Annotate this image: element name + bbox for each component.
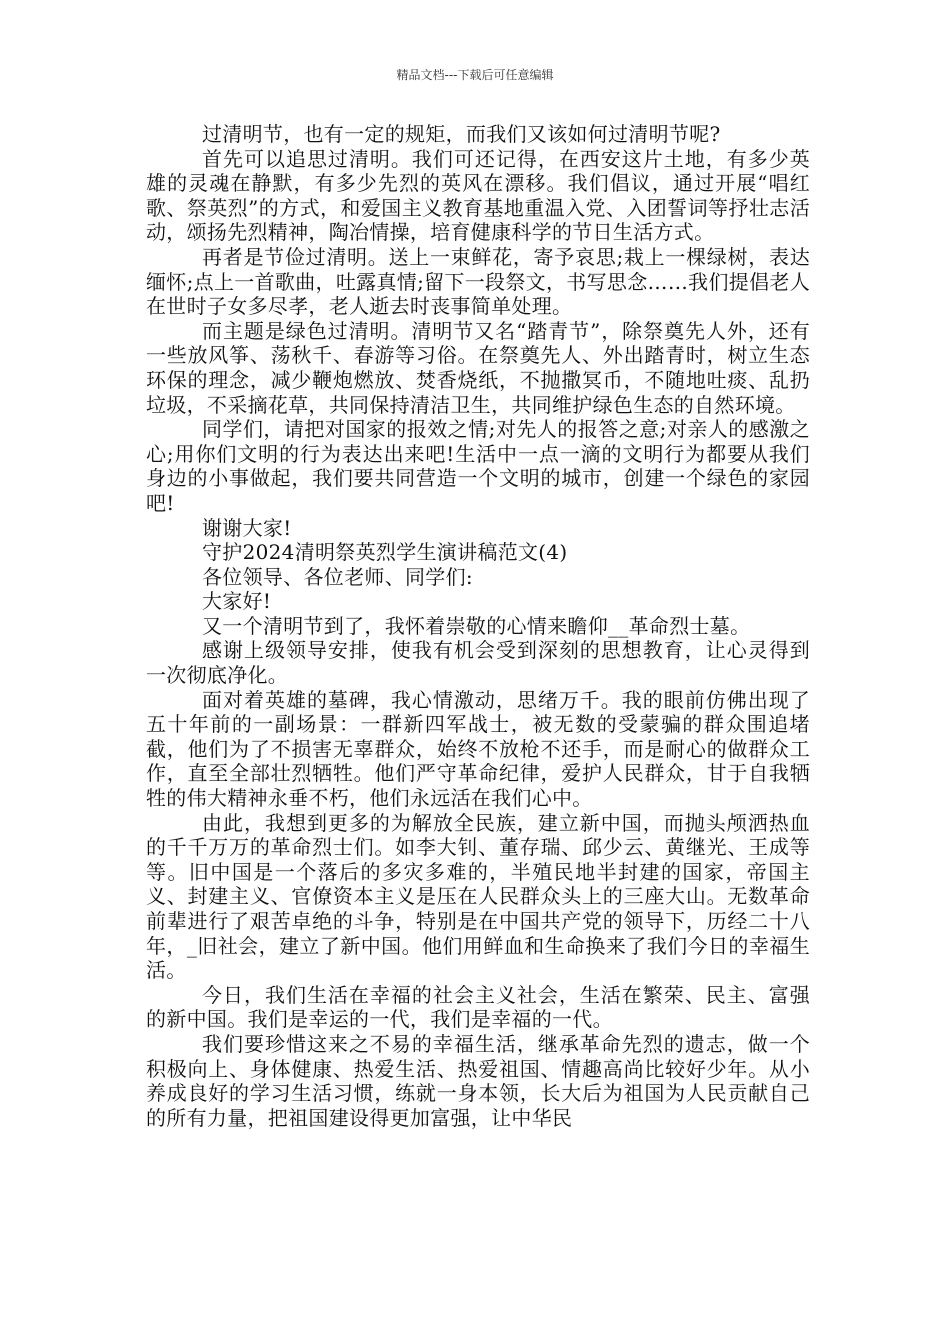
paragraph: 感谢上级领导安排，使我有机会受到深刻的思想教育，让心灵得到一次彻底净化。: [146, 638, 810, 688]
salutation: 各位领导、各位老师、同学们:: [202, 564, 473, 589]
paragraph: 再者是节俭过清明。送上一束鲜花，寄予哀思;栽上一棵绿树，表达缅怀;点上一首歌曲，吐露真情;留下一段祭文，书写思念……我们提倡老人在世时子女多尽孝，老人逝去时丧事简单处理。: [146, 244, 810, 319]
paragraph: 我们要珍惜这来之不易的幸福生活，继承革命先烈的遗志，做一个积极向上、身体健康、热爱生活、热爱祖国、情趣高尚比较好少年。从小养成良好的学习生活习惯，练就一身本领，长大后为祖国为人民贡献自己的所有力量，把祖国建设得更加富强，让中华民: [146, 1031, 810, 1130]
paragraph: 而主题是绿色过清明。清明节又名“踏青节”，除祭奠先人外，还有一些放风筝、荡秋千、春游等习俗。在祭奠先人、外出踏青时，树立生态环保的理念，减少鞭炮燃放、焚香烧纸，不抛撒冥币，不随地吐痰、乱扔垃圾，不采摘花草，共同保持清洁卫生，共同维护绿色生态的自然环境。: [146, 318, 810, 417]
paragraph: 又一个清明节到了，我怀着崇敬的心情来瞻仰__革命烈士墓。: [202, 613, 751, 638]
paragraph: 由此，我想到更多的为解放全民族，建立新中国，而抛头颅洒热血的千千万万的革命烈士们。如李大钊、董存瑞、邱少云、黄继光、王成等等。旧中国是一个落后的多灾多难的，半殖民地半封建的国家，帝国主义、封建主义、官僚资本主义是压在人民群众头上的三座大山。无数革命前辈进行了艰苦卓绝的斗争，特别是在中国共产党的领导下，历经二十八年，_旧社会，建立了新中国。他们用鲜血和生命换来了我们今日的幸福生活。: [146, 810, 810, 983]
page-header: 精品文档---下载后可任意编辑: [396, 68, 554, 82]
document-body: [146, 122, 810, 1130]
greeting: 大家好!: [202, 589, 272, 614]
paragraph: 谢谢大家!: [202, 515, 292, 540]
paragraph: 面对着英雄的墓碑，我心情激动，思绪万千。我的眼前仿佛出现了五十年前的一副场景：一群新四军战士，被无数的受蒙骗的群众围追堵截，他们为了不损害无辜群众，始终不放枪不还手，而是耐心的做群众工作，直至全部壮烈牺牲。他们严守革命纪律，爱护人民群众，甘于自我牺牲的伟大精神永垂不朽，他们永远活在我们心中。: [146, 687, 810, 811]
paragraph: 过清明节，也有一定的规矩，而我们又该如何过清明节呢?: [202, 122, 721, 146]
paragraph: 同学们，请把对国家的报效之情;对先人的报答之意;对亲人的感激之心;用你们文明的行为表达出来吧!生活中一点一滴的文明行为都要从我们身边的小事做起，我们要共同营造一个文明的城市，创建一个绿色的家园吧!: [146, 417, 810, 515]
paragraph: 首先可以追思过清明。我们可还记得，在西安这片土地，有多少英雄的灵魂在静默，有多少先烈的英风在漂移。我们倡议，通过开展“唱红歌、祭英烈”的方式，和爱国主义教育基地重温入党、入团誓词等抒壮志活动，颂扬先烈精神，陶冶情操，培育健康科学的节日生活方式。: [146, 146, 810, 245]
section-title: 守护2024清明祭英烈学生演讲稿范文(4): [202, 540, 568, 565]
paragraph: 今日，我们生活在幸福的社会主义社会，生活在繁荣、民主、富强的新中国。我们是幸运的一代，我们是幸福的一代。: [146, 982, 810, 1032]
